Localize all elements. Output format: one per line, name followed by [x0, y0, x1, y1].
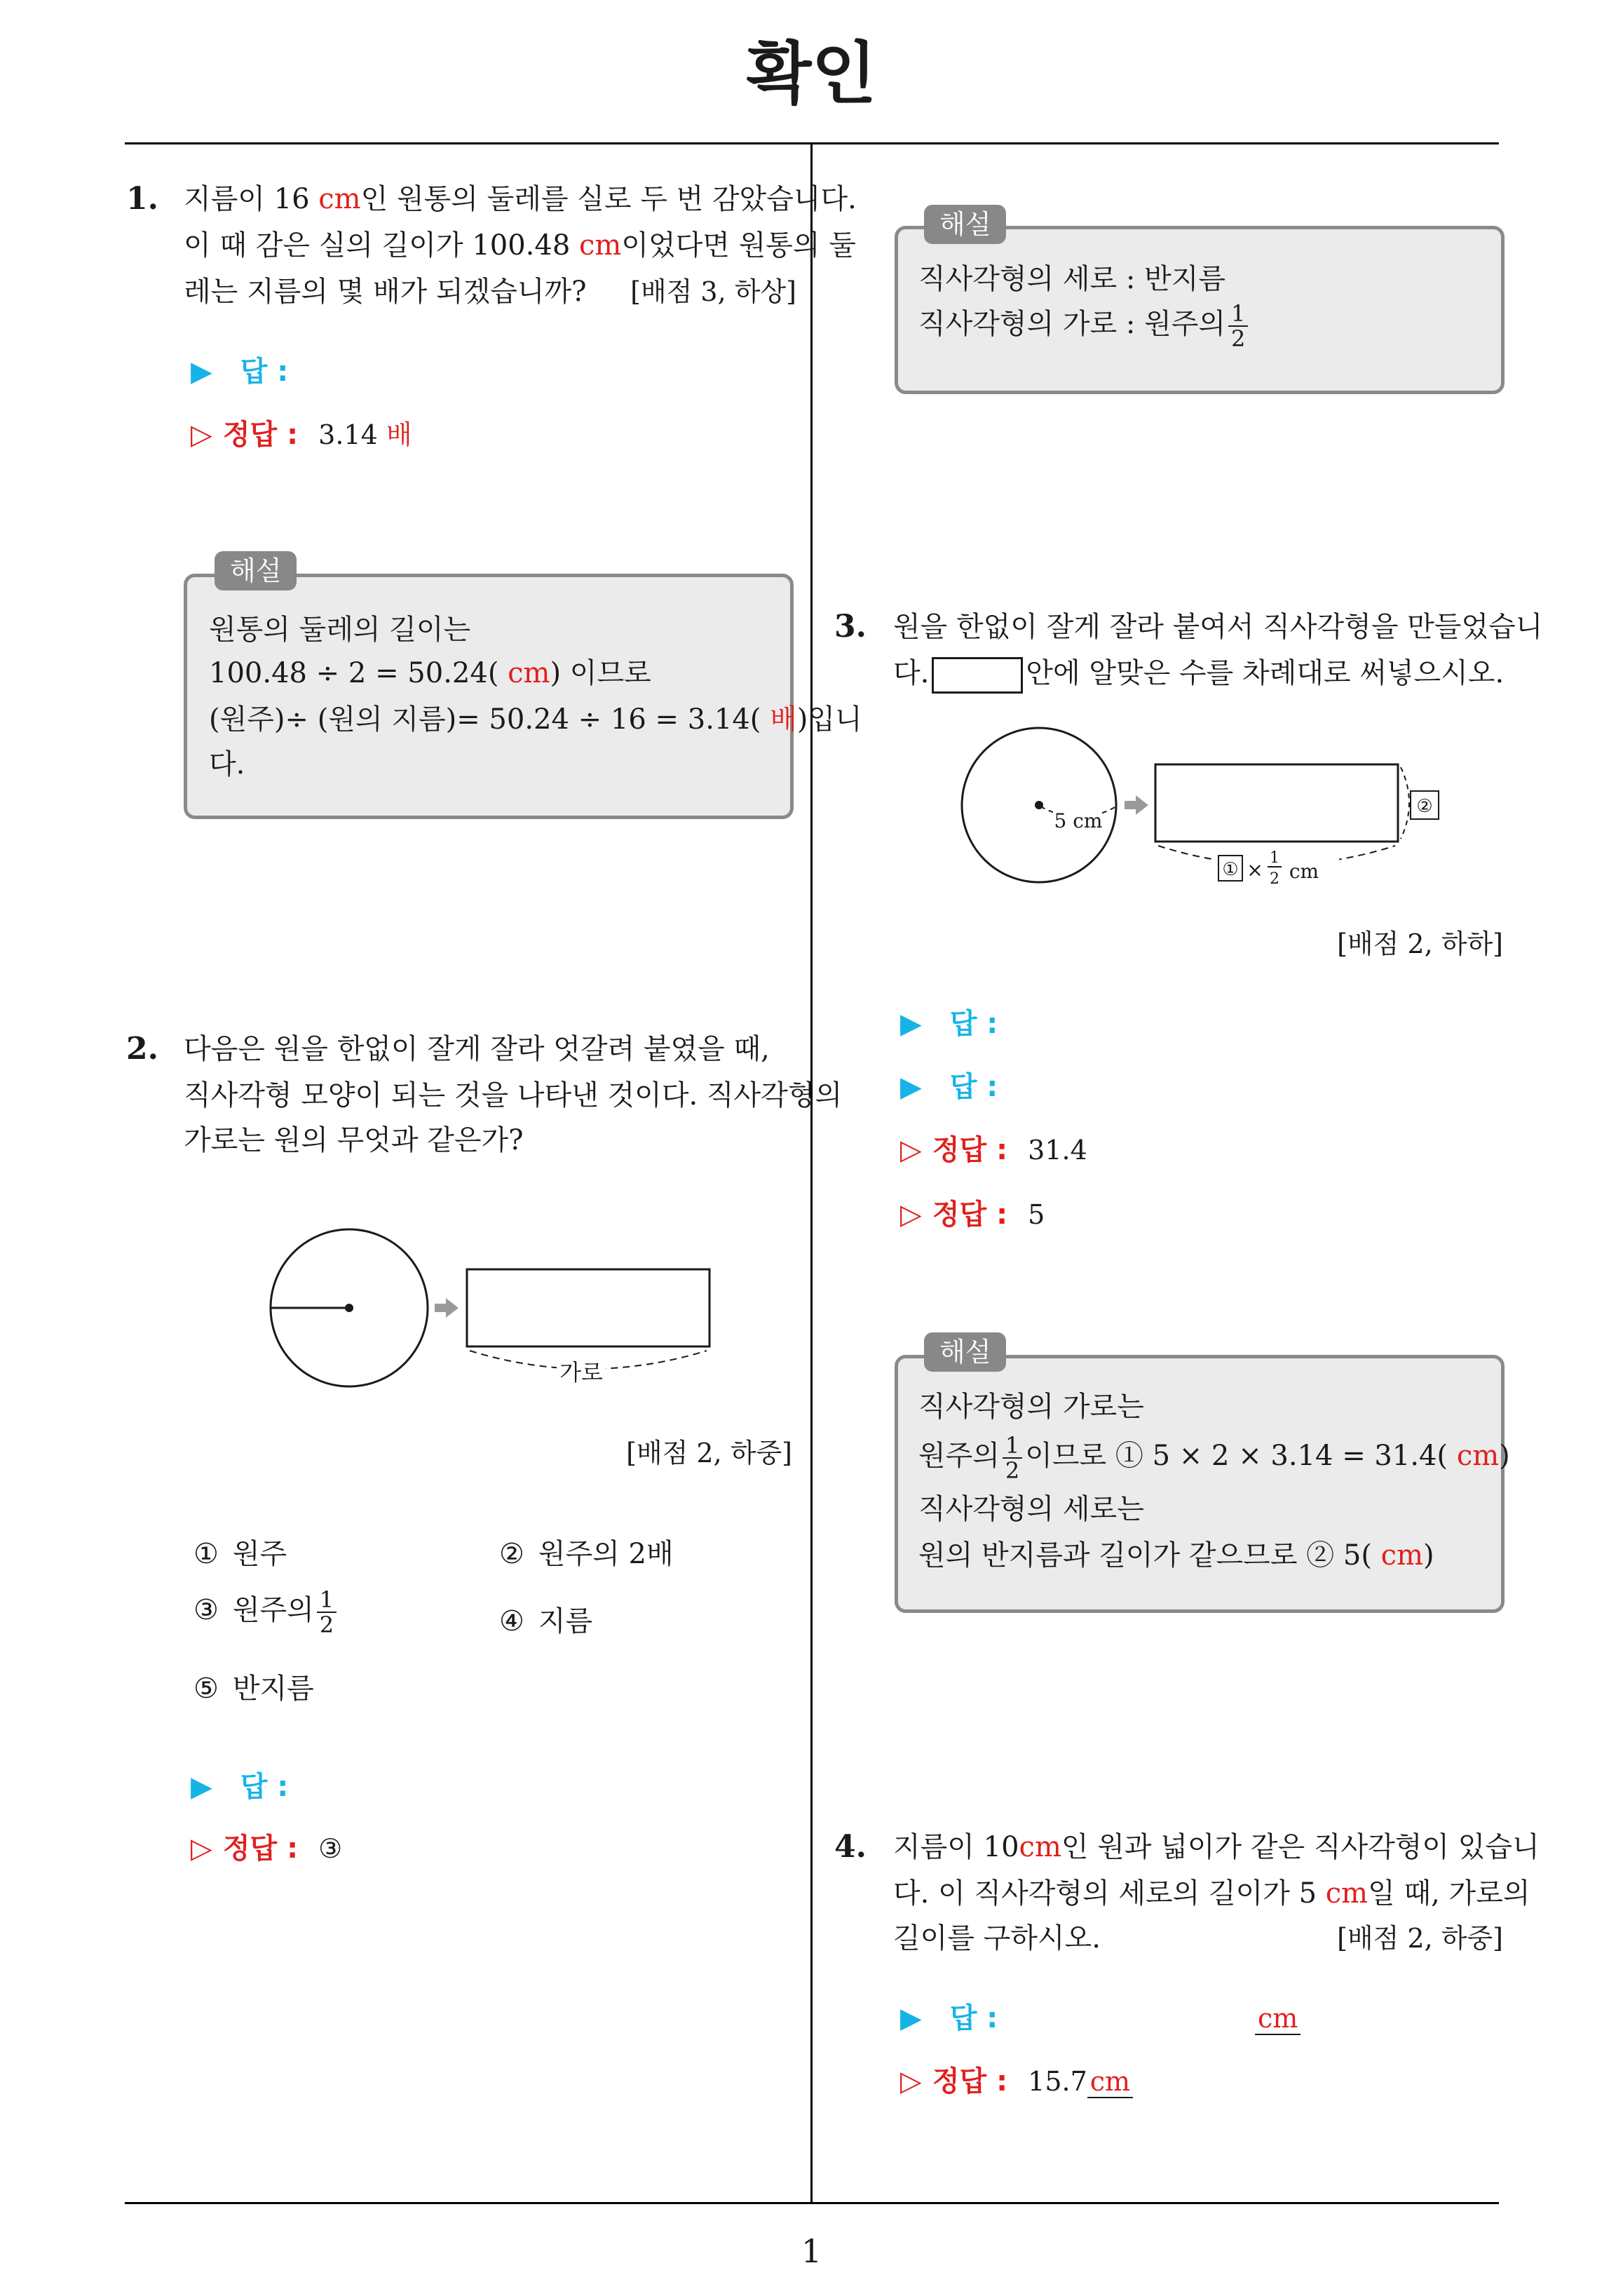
play-arrow-icon: ▶	[900, 1008, 922, 1040]
q3-correct-value-1: 31.4	[1028, 1135, 1087, 1166]
q2-text-line-3: 가로는 원의 무엇과 같은가?	[184, 1124, 524, 1156]
q1-expl-line-2: 100.48 ÷ 2 = 50.24( cm) 이므로	[209, 657, 651, 689]
q2-option-1[interactable]: ① 원주	[193, 1538, 287, 1570]
center-dot	[345, 1304, 353, 1312]
column-divider	[810, 144, 813, 2203]
q3-answer-row-2	[900, 1065, 998, 1109]
q3-figure	[953, 722, 1458, 891]
hollow-arrow-icon: ▷	[900, 1134, 922, 1166]
q2-answer-row	[191, 1764, 288, 1809]
q1-text-line-1: 지름이 16 cm인 원통의 둘레를 실로 두 번 감았습니다.	[184, 183, 857, 215]
hollow-arrow-icon: ▷	[191, 419, 212, 451]
page-number: 1	[801, 2232, 822, 2270]
q3-expl-line-2: 원주의 $\frac{1}{2}$ 이므로 ① 5 × 2 × 3.14 = 31.4( cm)	[918, 1432, 1510, 1484]
play-arrow-icon: ▶	[191, 356, 212, 388]
q4-text-line-1: 지름이 10cm인 원과 넓이가 같은 직사각형이 있습니	[893, 1831, 1540, 1863]
q3-expl-line-3: 직사각형의 세로는	[918, 1493, 1144, 1525]
play-arrow-icon: ▶	[191, 1771, 212, 1803]
page-title: 확인	[746, 34, 877, 113]
q3-expl-line-4: 원의 반지름과 길이가 같으므로 ② 5( cm)	[918, 1539, 1434, 1572]
q2-correct-row	[191, 1826, 342, 1871]
q4-correct-value: 15.7 cm	[1028, 2066, 1133, 2097]
rectangle-shape	[1155, 764, 1398, 842]
q4-answer-unit: cm	[1255, 1996, 1301, 2041]
play-arrow-icon: ▶	[900, 1071, 922, 1103]
q2-score: [배점 2, 하중]	[626, 1438, 792, 1468]
frac-denominator: 2	[1270, 870, 1279, 888]
q3-correct-row-1	[900, 1128, 1087, 1173]
blank-box	[932, 657, 1023, 694]
q1-correct-row	[191, 412, 412, 457]
q2-expl-line-1: 직사각형의 세로 : 반지름	[918, 263, 1226, 295]
q1-expl-line-1: 원통의 둘레의 길이는	[209, 614, 471, 646]
q4-answer-row	[900, 1996, 998, 2041]
q2-option-2[interactable]: ② 원주의 2배	[499, 1538, 674, 1570]
q4-number: 4.	[834, 1829, 867, 1865]
width-label: 가로	[559, 1359, 603, 1386]
q4-text-line-3: 길이를 구하시오.	[893, 1922, 1101, 1954]
right-arrow-icon	[435, 1298, 459, 1318]
q3-correct-row-2	[900, 1192, 1045, 1237]
answer-label: 답 :	[949, 1008, 998, 1040]
q2-option-4[interactable]: ④ 지름	[499, 1605, 593, 1637]
rectangle-shape	[467, 1269, 709, 1346]
times-sign: ×	[1247, 858, 1263, 882]
q3-text-line-2: 다. 안에 알맞은 수를 차례대로 써넣으시오.	[893, 651, 1504, 696]
q1-correct-value: 3.14 배	[318, 419, 412, 450]
right-arrow-icon	[1125, 795, 1148, 815]
q1-expl-line-3: (원주)÷ (원의 지름)= 50.24 ÷ 16 = 3.14( 배)입니	[209, 703, 862, 736]
frac-numerator: 1	[1270, 849, 1279, 867]
correct-label: 정답 :	[932, 1134, 1008, 1166]
q1-text-line-2: 이 때 감은 실의 길이가 100.48 cm이었다면 원통의 둘	[184, 229, 856, 262]
q2-text-line-2: 직사각형 모양이 되는 것을 나타낸 것이다. 직사각형의	[184, 1079, 843, 1112]
q1-explanation-tag: 해설	[215, 551, 297, 590]
q4-score: [배점 2, 하중]	[1337, 1923, 1503, 1954]
q3-text-line-1: 원을 한없이 잘게 잘라 붙여서 직사각형을 만들었습니	[893, 611, 1543, 643]
q4-correct-row	[900, 2059, 1133, 2104]
q3-answer-row-1	[900, 1001, 998, 1046]
correct-label: 정답 :	[222, 1832, 299, 1865]
blank-1-label: ①	[1222, 859, 1239, 880]
height-brace	[1401, 767, 1409, 839]
unit-label: cm	[1289, 860, 1319, 883]
q2-figure	[259, 1220, 736, 1403]
q1-text-line-3: 레는 지름의 몇 배가 되겠습니까?	[184, 276, 587, 308]
q3-number: 3.	[834, 609, 867, 644]
q2-explanation-tag: 해설	[924, 205, 1006, 244]
answer-label: 답 :	[949, 2002, 998, 2034]
correct-label: 정답 :	[222, 419, 299, 451]
q2-expl-line-2: 직사각형의 가로 : 원주의 $\frac{1}{2}$	[918, 302, 1251, 351]
play-arrow-icon: ▶	[900, 2002, 922, 2034]
q3-score: [배점 2, 하하]	[1337, 928, 1503, 959]
q3-expl-line-1: 직사각형의 가로는	[918, 1391, 1144, 1423]
blank-2-label: ②	[1416, 796, 1433, 817]
hollow-arrow-icon: ▷	[900, 2065, 922, 2098]
hollow-arrow-icon: ▷	[191, 1832, 212, 1865]
q1-number: 1.	[126, 181, 158, 217]
q1-score: [배점 3, 하상]	[630, 276, 796, 307]
q2-number: 2.	[126, 1031, 158, 1067]
hollow-arrow-icon: ▷	[900, 1198, 922, 1231]
q4-text-line-2: 다. 이 직사각형의 세로의 길이가 5 cm일 때, 가로의	[893, 1877, 1530, 1910]
answer-label: 답 :	[240, 356, 289, 388]
q2-option-3[interactable]: ③ 원주의 $\frac{1}{2}$	[193, 1588, 339, 1637]
answer-label: 답 :	[949, 1071, 998, 1103]
radius-label: 5 cm	[1054, 809, 1103, 832]
q3-explanation-tag: 해설	[924, 1332, 1006, 1372]
q2-text-line-1: 다음은 원을 한없이 잘게 잘라 엇갈려 붙였을 때,	[184, 1033, 770, 1065]
bottom-rule	[125, 2202, 1499, 2204]
correct-label: 정답 :	[932, 2065, 1008, 2098]
answer-label: 답 :	[240, 1771, 289, 1803]
q3-correct-value-2: 5	[1028, 1199, 1045, 1230]
q1-expl-line-4: 다.	[209, 748, 245, 781]
q2-option-5[interactable]: ⑤ 반지름	[193, 1673, 314, 1705]
q1-answer-row	[191, 349, 288, 394]
q2-correct-value: ③	[318, 1833, 343, 1864]
correct-label: 정답 :	[932, 1198, 1008, 1231]
